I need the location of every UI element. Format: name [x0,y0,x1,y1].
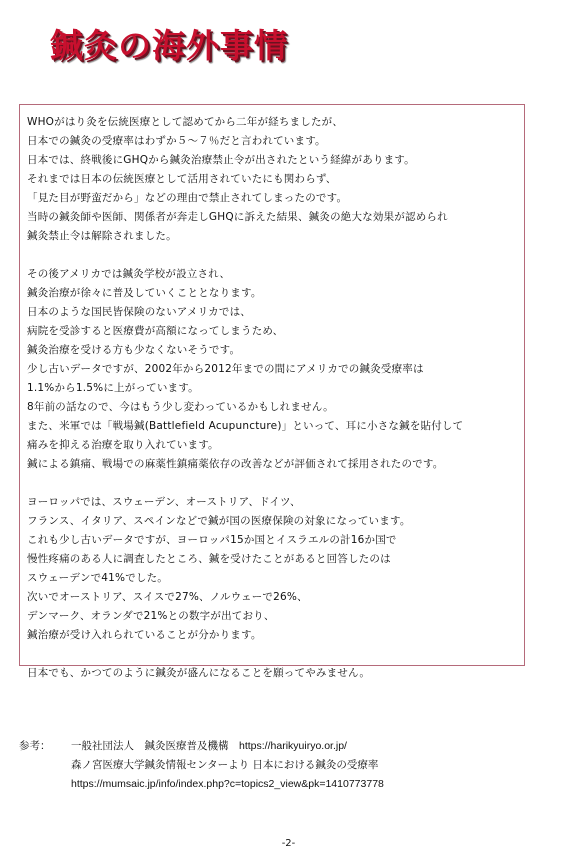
reference-row [19,775,384,794]
text-line: 日本では、終戦後にGHQから鍼灸治療禁止令が出されたという経緯があります。 [27,154,415,166]
text-line: 鍼灸治療が徐々に普及していくこととなります。 [27,287,262,299]
article-box [19,104,525,679]
reference-row [19,737,384,756]
text-line: 病院を受診すると医療費が高額になってしまうため、 [27,325,284,337]
paragraph-europe [27,493,518,645]
text-line: ヨーロッパでは、スウェーデン、オーストリア、ドイツ、 [27,496,301,508]
text-line: 鍼による鎮痛、戦場での麻薬性鎮痛薬依存の改善などが評価されて採用されたのです。 [27,458,444,470]
reference-link-mumsaic[interactable]: https://mumsaic.jp/info/index.php?c=topics2_view&pk=1410773778 [71,778,384,790]
text-line: デンマーク、オランダで21%との数字が出ており、 [27,610,275,622]
references [19,737,384,794]
text-line: その後アメリカでは鍼灸学校が設立され、 [27,268,231,280]
paragraph-conclusion [27,664,518,683]
text-line: 日本のような国民皆保険のないアメリカでは、 [27,306,251,318]
reference-row [19,756,384,775]
text-line: 少し古いデータですが、2002年から2012年までの間にアメリカでの鍼灸受療率は [27,363,424,375]
text-line: 次いでオーストリア、スイスで27%、ノルウェーで26%、 [27,591,308,603]
references-label: 参考： [19,740,51,752]
text-line: 痛みを抑える治療を取り入れています。 [27,439,219,451]
text-line: 日本での鍼灸の受療率はわずか５～７％だと言われています。 [27,135,326,147]
text-line: 1.1%から1.5%に上がっています。 [27,382,199,394]
text-line: それまでは日本の伝統医療として活用されていたにも関わらず、 [27,173,337,185]
page-number: -2- [281,838,296,849]
text-line: スウェーデンで41%でした。 [27,572,169,584]
text-line: 「見た目が野蛮だから」などの理由で禁止されてしまったのです。 [27,192,348,204]
text-line: 鍼灸禁止令は解除されました。 [27,230,177,242]
reference-link-harikyuiryo[interactable]: https://harikyuiryo.or.jp/ [239,740,347,752]
text-line: WHOがはり灸を伝統医療として認めてから二年が経ちましたが、 [27,116,344,128]
text-line: 鍼灸治療を受ける方も少なくないそうです。 [27,344,241,356]
text-line: 日本でも、かつてのように鍼灸が盛んになることを願ってやみません。 [27,667,371,679]
text-line: フランス、イタリア、スペインなどで鍼が国の医療保険の対象になっています。 [27,515,411,527]
reference-organization: 一般社団法人 鍼灸医療普及機構 [71,740,239,752]
text-line: 8年前の話なので、今はもう少し変わっているかもしれません。 [27,401,334,413]
text-line: 慢性疼痛のある人に調査したところ、鍼を受けたことがあると回答したのは [27,553,391,565]
text-line: また、米軍では「戦場鍼(Battlefield Acupuncture)」といって、耳に小さな鍼を貼付して [27,420,464,432]
text-line: 鍼治療が受け入れられていることが分かります。 [27,629,262,641]
paragraph-america [27,265,518,474]
reference-source: 森ノ宮医療大学鍼灸情報センターより 日本における鍼灸の受療率 [71,759,379,771]
text-line: これも少し古いデータですが、ヨーロッパ15か国とイスラエルの計16か国で [27,534,397,546]
paragraph-who-history [27,113,518,246]
page-title: 鍼灸の海外事情 [50,26,288,65]
text-line: 当時の鍼灸師や医師、関係者が奔走しGHQに訴えた結果、鍼灸の絶大な効果が認められ [27,211,448,223]
